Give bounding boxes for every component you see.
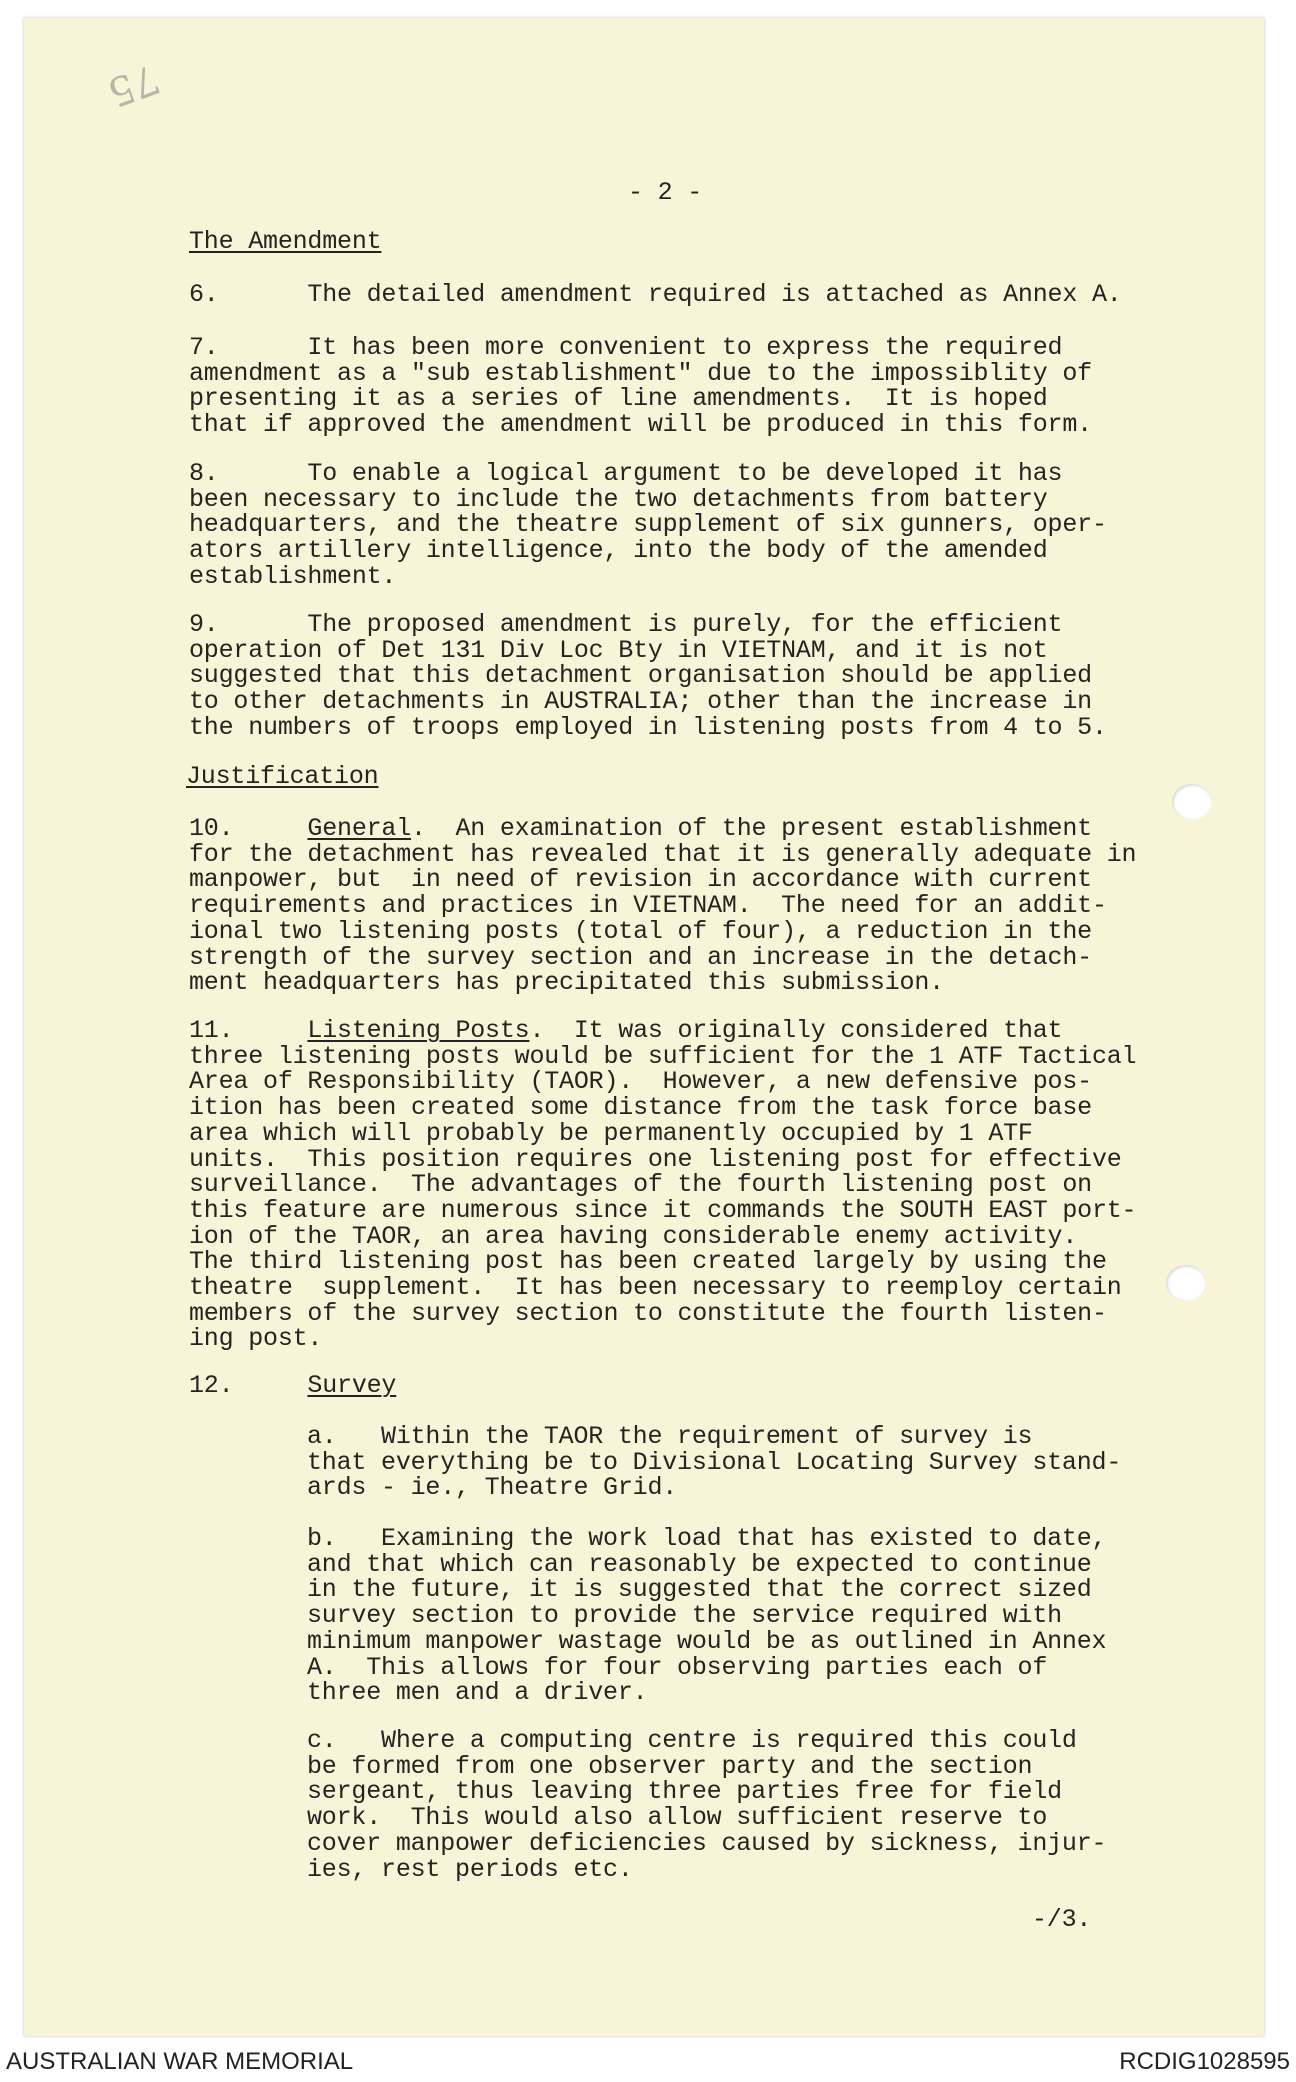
text-line: ment headquarters has precipitated this submission. (189, 968, 944, 998)
paragraph-9 (189, 612, 1107, 741)
footer-archive-name: AUSTRALIAN WAR MEMORIAL (6, 2048, 354, 2075)
text-line: manpower, but in need of revision in accordance with current (189, 865, 1092, 895)
text-line: area which will probably be permanently occupied by 1 ATF (189, 1118, 1033, 1148)
paragraph-number: 12. (189, 1371, 308, 1400)
text-line: that everything be to Divisional Locating Survey stand- (307, 1447, 1122, 1477)
paragraph-number: 11. (189, 1016, 308, 1045)
text-line: this feature are numerous since it commands the SOUTH EAST port- (189, 1195, 1137, 1225)
continuation-marker: -/3. (1032, 1905, 1092, 1934)
text-line: ition has been created some distance from the task force base (189, 1093, 1092, 1123)
subheading-general: General (307, 814, 412, 843)
text-line: Area of Responsibility (TAOR). However, a new defensive pos- (189, 1067, 1092, 1097)
text-line: The third listening post has been created largely by using the (189, 1247, 1107, 1277)
text-line: amendment as a "sub establishment" due to the impossiblity of (189, 358, 1092, 388)
text-line: be formed from one observer party and the section (307, 1751, 1033, 1781)
text-line: a. Within the TAOR the requirement of survey is (307, 1422, 1033, 1451)
text-line: presenting it as a series of line amendments. It is hoped (189, 384, 1048, 414)
text-line: three listening posts would be sufficient for the 1 ATF Tactical (189, 1041, 1137, 1071)
subparagraph-b (307, 1526, 1106, 1706)
text-line: three men and a driver. (307, 1678, 648, 1708)
subparagraph-a (307, 1424, 1121, 1501)
text-line: operation of Det 131 Div Loc Bty in VIETNAM, and it is not (189, 635, 1048, 665)
text-line: 6. The detailed amendment required is attached as Annex A. (189, 280, 1122, 309)
text-line: cover manpower deficiencies caused by sickness, injur- (307, 1828, 1107, 1858)
text-line: 7. It has been more convenient to express the required (189, 333, 1063, 362)
text-line: been necessary to include the two detachments from battery (189, 484, 1048, 514)
text-line: minimum manpower wastage would be as outlined in Annex (307, 1626, 1107, 1656)
heading-justification: Justification (186, 762, 379, 791)
text-line: for the detachment has revealed that it is generally adequate in (189, 839, 1137, 869)
text-line: 9. The proposed amendment is purely, for the efficient (189, 610, 1063, 639)
text-line: establishment. (189, 561, 397, 591)
text-line: and that which can reasonably be expected to continue (307, 1549, 1092, 1579)
paragraph-body (189, 1041, 1137, 1354)
paragraph-8 (189, 461, 1107, 590)
text-line: to other detachments in AUSTRALIA; other than the increase in (189, 687, 1092, 717)
text-line: ion of the TAOR, an area having considerable enemy activity. (189, 1221, 1078, 1251)
text-line: requirements and practices in VIETNAM. The need for an addit- (189, 891, 1107, 921)
text-line: A. This allows for four observing parties each of (307, 1652, 1048, 1682)
text-line: strength of the survey section and an increase in the detach- (189, 942, 1092, 972)
paragraph-12 (189, 1373, 396, 1399)
text-line: theatre supplement. It has been necessary to reemploy certain (189, 1273, 1122, 1303)
paragraph-11 (189, 1018, 1136, 1352)
footer-record-id: RCDIG1028595 (1119, 2048, 1290, 2075)
page-number: - 2 - (628, 178, 703, 207)
punch-hole (1166, 1265, 1206, 1301)
subparagraph-c (307, 1728, 1106, 1882)
subheading-survey: Survey (307, 1371, 397, 1400)
text-line: suggested that this detachment organisation should be applied (189, 661, 1092, 691)
subheading-listening-posts: Listening Posts (307, 1016, 530, 1045)
text-line: sergeant, thus leaving three parties free for field (307, 1777, 1062, 1807)
paragraph-number: 10. (189, 814, 308, 843)
text-line: ing post. (189, 1324, 323, 1354)
text-line: units. This position requires one listening post for effective (189, 1144, 1122, 1174)
paragraph-body (189, 839, 1137, 998)
text-line: b. Examining the work load that has existed to date, (307, 1524, 1107, 1553)
text-line: survey section to provide the service required with (307, 1601, 1062, 1631)
paragraph-6 (189, 282, 1122, 308)
text-line: the numbers of troops employed in listening posts from 4 to 5. (189, 712, 1107, 742)
text-line: ards - ie., Theatre Grid. (307, 1473, 678, 1503)
paragraph-text: . It was originally considered that (529, 1016, 1063, 1045)
text-line: c. Where a computing centre is required this could (307, 1726, 1077, 1755)
text-line: work. This would also allow sufficient reserve to (307, 1803, 1048, 1833)
text-line: members of the survey section to constitute the fourth listen- (189, 1298, 1107, 1328)
text-line: that if approved the amendment will be produced in this form. (189, 410, 1092, 440)
paragraph-text: . An examination of the present establishment (411, 814, 1092, 843)
text-line: ional two listening posts (total of four), a reduction in the (189, 916, 1092, 946)
punch-hole (1172, 784, 1212, 820)
pencil-folio-mark: 75 (101, 54, 166, 116)
heading-amendment: The Amendment (189, 227, 382, 256)
paragraph-7 (189, 335, 1092, 438)
paragraph-10 (189, 816, 1136, 996)
text-line: 8. To enable a logical argument to be developed it has (189, 459, 1063, 488)
text-line: ies, rest periods etc. (307, 1854, 633, 1884)
text-line: surveillance. The advantages of the fourth listening post on (189, 1170, 1092, 1200)
text-line: in the future, it is suggested that the correct sized (307, 1575, 1092, 1605)
text-line: headquarters, and the theatre supplement of six gunners, oper- (189, 510, 1107, 540)
text-line: ators artillery intelligence, into the body of the amended (189, 536, 1048, 566)
